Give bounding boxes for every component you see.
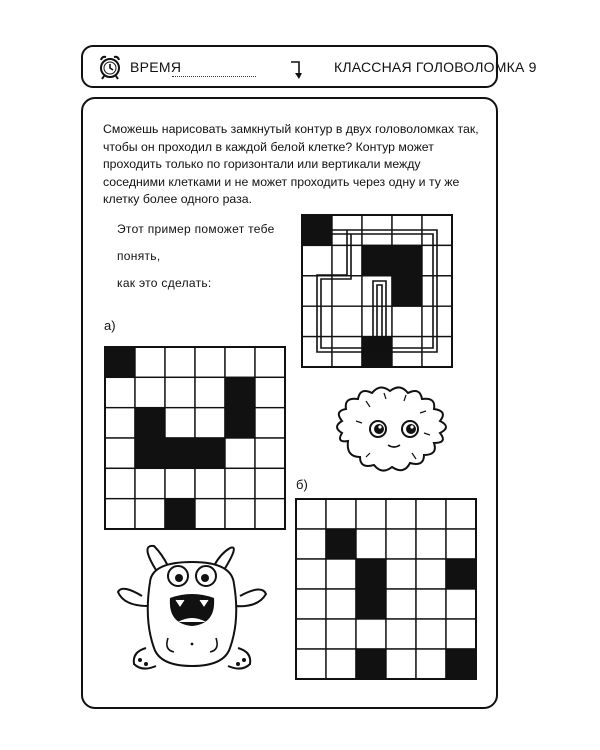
white-cell[interactable] (326, 499, 356, 529)
black-cell (392, 245, 422, 275)
black-cell (135, 438, 165, 468)
white-cell[interactable] (416, 619, 446, 649)
white-cell[interactable] (255, 499, 285, 529)
white-cell[interactable] (225, 468, 255, 498)
black-cell (356, 559, 386, 589)
puzzle-title: КЛАССНАЯ ГОЛОВОЛОМКА 9 (334, 59, 537, 75)
arrow-down-icon (289, 60, 303, 80)
white-cell[interactable] (165, 347, 195, 377)
example-caption (117, 216, 302, 297)
white-cell[interactable] (195, 468, 225, 498)
white-cell[interactable] (135, 377, 165, 407)
white-cell[interactable] (255, 347, 285, 377)
white-cell[interactable] (195, 347, 225, 377)
black-cell (446, 649, 476, 679)
black-cell (326, 529, 356, 559)
white-cell[interactable] (416, 559, 446, 589)
time-input-line[interactable] (172, 76, 256, 77)
white-cell[interactable] (105, 438, 135, 468)
white-cell[interactable] (326, 589, 356, 619)
example-caption-line1: Этот пример поможет тебе понять, (117, 222, 275, 263)
white-cell[interactable] (416, 529, 446, 559)
time-label: ВРЕМЯ (130, 59, 182, 75)
black-cell (225, 408, 255, 438)
black-cell (356, 649, 386, 679)
white-cell[interactable] (296, 499, 326, 529)
white-cell[interactable] (332, 276, 362, 306)
white-cell[interactable] (255, 468, 285, 498)
white-cell[interactable] (386, 499, 416, 529)
alarm-clock-icon (96, 53, 124, 81)
white-cell[interactable] (195, 408, 225, 438)
white-cell[interactable] (296, 559, 326, 589)
white-cell[interactable] (446, 619, 476, 649)
white-cell[interactable] (105, 377, 135, 407)
white-cell[interactable] (225, 347, 255, 377)
white-cell[interactable] (386, 649, 416, 679)
white-cell[interactable] (326, 619, 356, 649)
white-cell[interactable] (195, 377, 225, 407)
white-cell[interactable] (446, 529, 476, 559)
instructions-text: Сможешь нарисовать замкнутый контур в двух головоломках так, чтобы он проходил в каждой белой клетке? Контур может проходить только по горизонтали или вертикали между соседними клетками и не может проходить через одну и ту же клетку более одного раза. (103, 122, 479, 206)
white-cell[interactable] (255, 377, 285, 407)
white-cell[interactable] (165, 408, 195, 438)
black-cell (225, 377, 255, 407)
white-cell[interactable] (392, 306, 422, 336)
white-cell[interactable] (416, 499, 446, 529)
example-grid (302, 215, 452, 367)
black-cell (362, 245, 392, 275)
white-cell[interactable] (416, 649, 446, 679)
white-cell[interactable] (296, 589, 326, 619)
white-cell[interactable] (105, 499, 135, 529)
white-cell[interactable] (416, 589, 446, 619)
white-cell[interactable] (225, 499, 255, 529)
white-cell[interactable] (446, 499, 476, 529)
puzzle-b-grid[interactable] (296, 499, 476, 679)
white-cell[interactable] (135, 347, 165, 377)
fluffy-monster-illustration (326, 381, 461, 481)
black-cell (105, 347, 135, 377)
black-cell (195, 438, 225, 468)
white-cell[interactable] (255, 408, 285, 438)
black-cell (135, 408, 165, 438)
puzzle-a-label: а) (104, 318, 116, 333)
white-cell[interactable] (255, 438, 285, 468)
white-cell[interactable] (165, 468, 195, 498)
white-cell[interactable] (105, 408, 135, 438)
white-cell[interactable] (135, 499, 165, 529)
white-cell[interactable] (302, 245, 332, 275)
black-cell (165, 499, 195, 529)
white-cell[interactable] (332, 306, 362, 336)
black-cell (165, 438, 195, 468)
horned-monster-illustration (112, 540, 272, 678)
white-cell[interactable] (386, 619, 416, 649)
white-cell[interactable] (386, 589, 416, 619)
white-cell[interactable] (446, 589, 476, 619)
white-cell[interactable] (326, 559, 356, 589)
white-cell[interactable] (296, 619, 326, 649)
white-cell[interactable] (165, 377, 195, 407)
white-cell[interactable] (195, 499, 225, 529)
white-cell[interactable] (296, 649, 326, 679)
white-cell[interactable] (326, 649, 356, 679)
puzzle-b-label: б) (296, 477, 308, 492)
black-cell (446, 559, 476, 589)
white-cell[interactable] (386, 559, 416, 589)
white-cell[interactable] (356, 529, 386, 559)
white-cell[interactable] (356, 499, 386, 529)
black-cell (392, 276, 422, 306)
white-cell[interactable] (135, 468, 165, 498)
white-cell[interactable] (296, 529, 326, 559)
black-cell (356, 589, 386, 619)
puzzle-a-grid[interactable] (105, 347, 285, 529)
example-caption-line2: как это сделать: (117, 276, 212, 290)
white-cell[interactable] (356, 619, 386, 649)
white-cell[interactable] (225, 438, 255, 468)
white-cell[interactable] (105, 468, 135, 498)
white-cell[interactable] (386, 529, 416, 559)
